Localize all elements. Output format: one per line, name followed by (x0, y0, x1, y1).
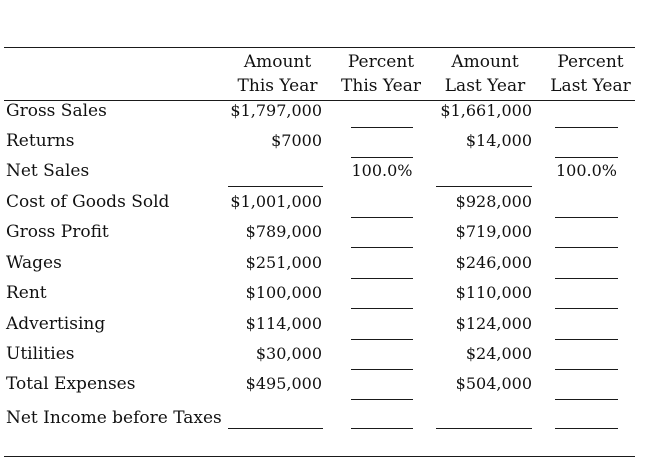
header-amount-this-year (225, 50, 330, 98)
amount-last-year-blank[interactable] (436, 186, 532, 187)
row-label: Total Expenses (6, 374, 136, 394)
row-label: Gross Profit (6, 222, 109, 242)
header-line-2: Last Year (550, 76, 631, 96)
amount-this-year: $251,000 (245, 253, 322, 272)
percent-this-year-blank[interactable] (351, 399, 413, 400)
percent-last-year-blank[interactable] (555, 308, 618, 309)
amount-this-year: $30,000 (255, 344, 322, 363)
header-percent-this-year (336, 50, 426, 98)
percent-this-year-blank[interactable] (351, 127, 413, 128)
header-line-1: Amount (243, 52, 312, 72)
table-top-rule (4, 47, 635, 48)
header-amount-last-year (435, 50, 535, 98)
amount-this-year: $1,001,000 (230, 192, 322, 211)
row-label: Wages (6, 253, 62, 273)
header-line-2: This Year (341, 76, 421, 96)
table-row-gross-profit (0, 221, 650, 251)
amount-this-year-blank[interactable] (228, 428, 323, 429)
header-percent-last-year (543, 50, 638, 98)
row-label: Returns (6, 131, 75, 151)
header-line-2: This Year (237, 76, 318, 96)
header-line-1: Percent (557, 52, 624, 72)
percent-last-year: 100.0% (555, 161, 617, 180)
amount-last-year: $719,000 (455, 222, 532, 241)
row-label: Gross Sales (6, 101, 107, 121)
percent-this-year-blank[interactable] (351, 278, 413, 279)
table-row-net-sales (0, 160, 650, 190)
amount-this-year: $114,000 (245, 314, 322, 333)
percent-last-year-blank[interactable] (555, 369, 618, 370)
amount-last-year: $14,000 (465, 131, 532, 150)
amount-this-year: $7000 (271, 131, 322, 150)
amount-last-year: $110,000 (455, 283, 532, 302)
amount-this-year: $100,000 (245, 283, 322, 302)
table-row-utilities (0, 343, 650, 373)
row-label: Net Income before Taxes (6, 408, 222, 428)
percent-last-year-blank[interactable] (555, 339, 618, 340)
header-line-1: Amount (451, 52, 519, 72)
table-row-cost-of-goods-sold (0, 191, 650, 221)
row-label: Rent (6, 283, 47, 303)
table-row-rent (0, 282, 650, 312)
percent-last-year-blank[interactable] (555, 127, 618, 128)
percent-this-year-blank[interactable] (351, 308, 413, 309)
amount-last-year: $928,000 (455, 192, 532, 211)
percent-this-year-blank[interactable] (351, 247, 413, 248)
table-row-gross-sales (0, 100, 650, 130)
percent-this-year-blank[interactable] (351, 428, 413, 429)
percent-this-year-blank[interactable] (351, 217, 413, 218)
percent-this-year-blank[interactable] (351, 369, 413, 370)
percent-last-year-blank[interactable] (555, 247, 618, 248)
amount-last-year: $504,000 (455, 374, 532, 393)
amount-this-year: $495,000 (245, 374, 322, 393)
percent-this-year-blank[interactable] (351, 339, 413, 340)
percent-this-year: 100.0% (351, 161, 413, 180)
table-row-wages (0, 252, 650, 282)
percent-last-year-blank[interactable] (555, 157, 618, 158)
amount-this-year: $789,000 (245, 222, 322, 241)
row-label: Cost of Goods Sold (6, 192, 170, 212)
amount-last-year: $24,000 (465, 344, 532, 363)
row-label: Net Sales (6, 161, 90, 181)
amount-this-year: $1,797,000 (230, 101, 322, 120)
row-label: Utilities (6, 344, 75, 364)
amount-last-year: $1,661,000 (440, 101, 532, 120)
percent-this-year-blank[interactable] (351, 157, 413, 158)
amount-this-year-blank[interactable] (228, 186, 323, 187)
header-line-1: Percent (347, 52, 415, 72)
percent-last-year-blank[interactable] (555, 278, 618, 279)
table-bottom-rule (4, 456, 635, 457)
amount-last-year: $124,000 (455, 314, 532, 333)
percent-last-year-blank[interactable] (555, 399, 618, 400)
table-row-advertising (0, 313, 650, 343)
amount-last-year: $246,000 (455, 253, 532, 272)
table-row-total-expenses (0, 373, 650, 403)
header-line-2: Last Year (444, 76, 526, 96)
percent-last-year-blank[interactable] (555, 217, 618, 218)
row-label: Advertising (6, 314, 106, 334)
amount-last-year-blank[interactable] (436, 428, 532, 429)
percent-last-year-blank[interactable] (555, 428, 618, 429)
table-row-returns (0, 130, 650, 160)
table-row-net-income-before-taxes (0, 407, 650, 437)
